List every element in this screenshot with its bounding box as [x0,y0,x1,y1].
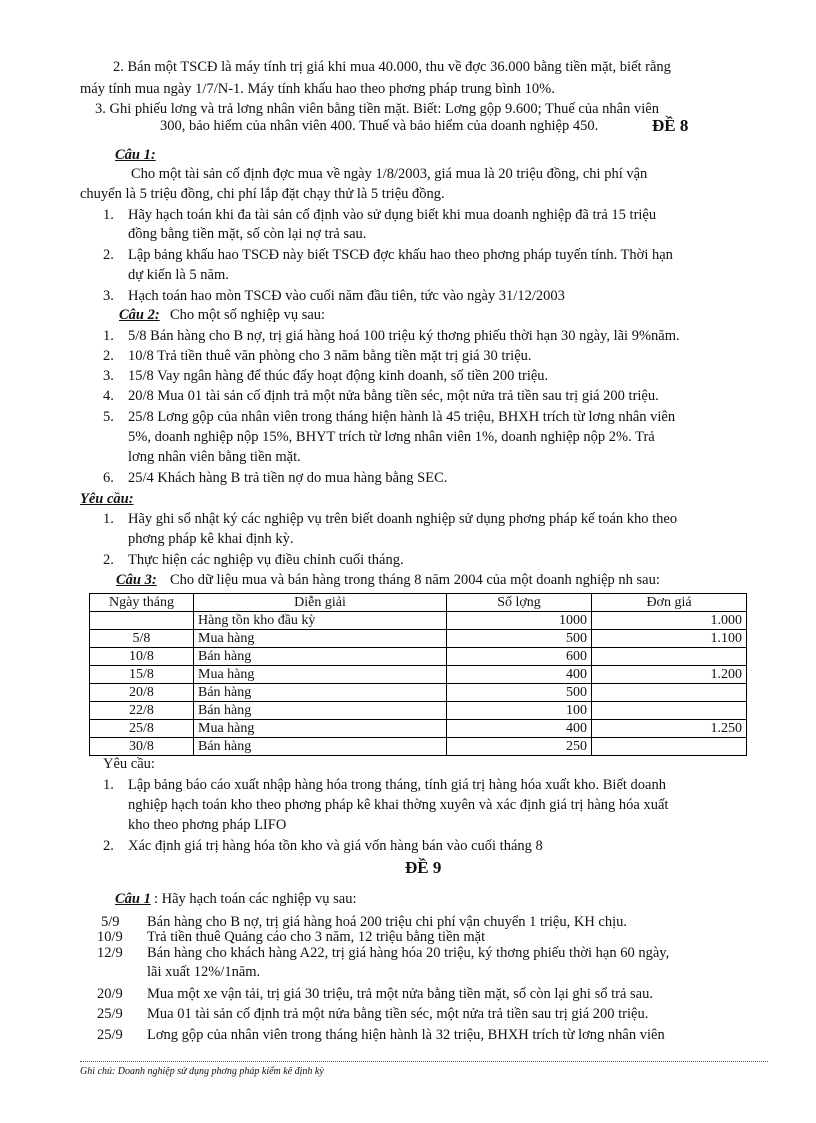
text-line: Trả tiền thuê Quảng cáo cho 3 năm, 12 triệu bằng tiền mặt [147,929,486,945]
table-row [90,738,747,756]
table-row [90,648,747,666]
question-label: Câu 2: [119,307,160,323]
question-label: Câu 3: [116,572,157,588]
section-heading-de8: ĐỀ 8 [652,116,689,135]
text-line: Cho một tài sản cố định đợc mua về ngày 1/8/2003, giá mua là 20 triệu đồng, chi phí vận [131,166,648,182]
table-row [90,702,747,720]
text-line: Hãy hạch toán khi đa tài sản cố định vào sử dụng biết khi mua doanh nghiệp đã trả 15 triệu [128,207,657,223]
text-line: 3. Ghi phiếu lơng và trả lơng nhân viên bằng tiền mặt. Biết: Lơng gộp 9.600; Thuế của nhân viên [95,101,659,117]
quantity-cell: 400 [447,666,592,684]
text-line: lơng nhân viên bằng tiền mặt. [128,449,301,465]
section-heading-de9: ĐỀ 9 [405,858,442,877]
text-line: phơng pháp kê khai định kỳ. [128,531,294,547]
item-number: 5. [103,409,114,425]
text-line: 25/4 Khách hàng B trả tiền nợ do mua hàng bằng SEC. [128,470,448,486]
text-line: 300, bảo hiểm của nhân viên 400. Thuế và bảo hiểm của doanh nghiệp 450. [160,118,599,134]
item-number: 2. [103,838,114,854]
description-cell: Bán hàng [194,702,447,720]
entry-date: 25/9 [97,1006,123,1022]
requirements-label: Yêu cầu: [103,756,155,772]
description-cell: Bán hàng [194,684,447,702]
item-number: 1. [103,777,114,793]
date-cell: 15/8 [90,666,194,684]
text-line: Xác định giá trị hàng hóa tồn kho và giá vốn hàng bán vào cuối tháng 8 [128,838,543,854]
date-cell: 30/8 [90,738,194,756]
description-cell: Bán hàng [194,648,447,666]
text-line: 5/8 Bán hàng cho B nợ, trị giá hàng hoá 100 triệu ký thơng phiếu thời hạn 30 ngày, lãi 9%năm. [128,328,680,344]
text-line: Cho một số nghiệp vụ sau: [170,307,326,323]
quantity-cell: 1000 [447,612,592,630]
text-line: kho theo phơng pháp LIFO [128,817,287,833]
entry-date: 5/9 [101,914,120,930]
footer-divider [80,1061,768,1062]
date-cell [90,612,194,630]
column-header: Số lợng [447,594,592,612]
table-row [90,684,747,702]
table-header-row [90,594,747,612]
date-cell: 22/8 [90,702,194,720]
price-cell [592,648,747,666]
text-line: 2. Bán một TSCĐ là máy tính trị giá khi mua 40.000, thu về đợc 36.000 bằng tiền mặt, biết rằng [113,59,671,75]
item-number: 3. [103,368,114,384]
item-number: 1. [103,207,114,223]
text-line: nghiệp hạch toán kho theo phơng pháp kê khai thờng xuyên và xác định giá trị hàng hóa xuất [128,797,669,813]
question-label: Câu 1: [115,147,156,163]
text-line: Thực hiện các nghiệp vụ điều chỉnh cuối tháng. [128,552,404,568]
text-line: dự kiến là 5 năm. [128,267,229,283]
quantity-cell: 400 [447,720,592,738]
date-cell: 25/8 [90,720,194,738]
text-line: Cho dữ liệu mua và bán hàng trong tháng 8 năm 2004 của một doanh nghiệp nh sau: [170,572,660,588]
table-row [90,720,747,738]
item-number: 1. [103,328,114,344]
date-cell: 10/8 [90,648,194,666]
price-cell [592,738,747,756]
text-line: Hạch toán hao mòn TSCĐ vào cuối năm đầu tiên, tức vào ngày 31/12/2003 [128,288,565,304]
text-line: 10/8 Trả tiền thuê văn phòng cho 3 năm bằng tiền mặt trị giá 30 triệu. [128,348,532,364]
text-line: chuyển là 5 triệu đồng, chi phí lắp đặt chạy thử là 5 triệu đồng. [80,186,445,202]
footer-note: Ghi chú: Doanh nghiệp sử dụng phơng pháp kiểm kê định kỳ [80,1066,324,1077]
date-cell: 20/8 [90,684,194,702]
quantity-cell: 500 [447,630,592,648]
price-cell: 1.100 [592,630,747,648]
item-number: 3. [103,288,114,304]
text-line: lãi xuất 12%/1năm. [147,964,261,980]
quantity-cell: 500 [447,684,592,702]
table-row [90,630,747,648]
text-line: 20/8 Mua 01 tài sản cố định trả một nửa bằng tiền séc, một nửa trả tiền sau trị giá 200 triệu. [128,388,659,404]
price-cell: 1.200 [592,666,747,684]
item-number: 2. [103,348,114,364]
text-line: Mua 01 tài sản cố định trả một nửa bằng tiền séc, một nửa trả tiền sau trị giá 200 triệu. [147,1006,649,1022]
price-cell [592,684,747,702]
column-header: Ngày tháng [90,594,194,612]
item-number: 2. [103,247,114,263]
item-number: 2. [103,552,114,568]
item-number: 1. [103,511,114,527]
text-line: Lơng gộp của nhân viên trong tháng hiện hành là 32 triệu, BHXH trích từ lơng nhân viên [147,1027,665,1043]
quantity-cell: 250 [447,738,592,756]
quantity-cell: 600 [447,648,592,666]
text-line: đồng bằng tiền mặt, số còn lại nợ trả sau. [128,226,367,242]
text-line: : Hãy hạch toán các nghiệp vụ sau: [154,891,357,907]
price-cell [592,702,747,720]
quantity-cell: 100 [447,702,592,720]
text-line: Lập bảng khấu hao TSCĐ này biết TSCĐ đợc khấu hao theo phơng pháp tuyến tính. Thời hạn [128,247,673,263]
text-line: Lập bảng báo cáo xuất nhập hàng hóa trong tháng, tính giá trị hàng hóa xuất kho. Biết doanh [128,777,666,793]
text-line: Bán hàng cho B nợ, trị giá hàng hoá 200 triệu chi phí vận chuyển 1 triệu, KH chịu. [147,914,628,930]
price-cell: 1.250 [592,720,747,738]
inventory-table [89,593,747,756]
description-cell: Mua hàng [194,666,447,684]
entry-date: 25/9 [97,1027,123,1043]
text-line: máy tính mua ngày 1/7/N-1. Máy tính khấu hao theo phơng pháp trung bình 10%. [80,81,555,97]
text-line: 5%, doanh nghiệp nộp 15%, BHYT trích từ lơng nhân viên 1%, doanh nghiệp nộp 2%. Trả [128,429,655,445]
table-row [90,612,747,630]
description-cell: Mua hàng [194,630,447,648]
text-line: Mua một xe vận tải, trị giá 30 triệu, trả một nửa bằng tiền mặt, số còn lại ghi sổ trả sau. [147,986,653,1002]
description-cell: Hàng tồn kho đầu kỳ [194,612,447,630]
item-number: 6. [103,470,114,486]
entry-date: 10/9 [97,929,123,945]
text-line: 15/8 Vay ngân hàng để thúc đẩy hoạt động kinh doanh, số tiền 200 triệu. [128,368,549,384]
entry-date: 12/9 [97,945,123,961]
description-cell: Bán hàng [194,738,447,756]
item-number: 4. [103,388,114,404]
description-cell: Mua hàng [194,720,447,738]
text-line: 25/8 Lơng gộp của nhân viên trong tháng hiện hành là 45 triệu, BHXH trích từ lơng nhân viên [128,409,676,425]
table-row [90,666,747,684]
column-header: Đơn giá [592,594,747,612]
requirements-label: Yêu cầu: [80,491,134,507]
text-line: Bán hàng cho khách hàng A22, trị giá hàng hóa 20 triệu, ký thơng phiếu thời hạn 60 ngày, [147,945,670,961]
question-label: Câu 1 [115,891,151,907]
column-header: Diễn giải [194,594,447,612]
price-cell: 1.000 [592,612,747,630]
date-cell: 5/8 [90,630,194,648]
text-line: Hãy ghi sổ nhật ký các nghiệp vụ trên biết doanh nghiệp sử dụng phơng pháp kế toán kho theo [128,511,678,527]
entry-date: 20/9 [97,986,123,1002]
